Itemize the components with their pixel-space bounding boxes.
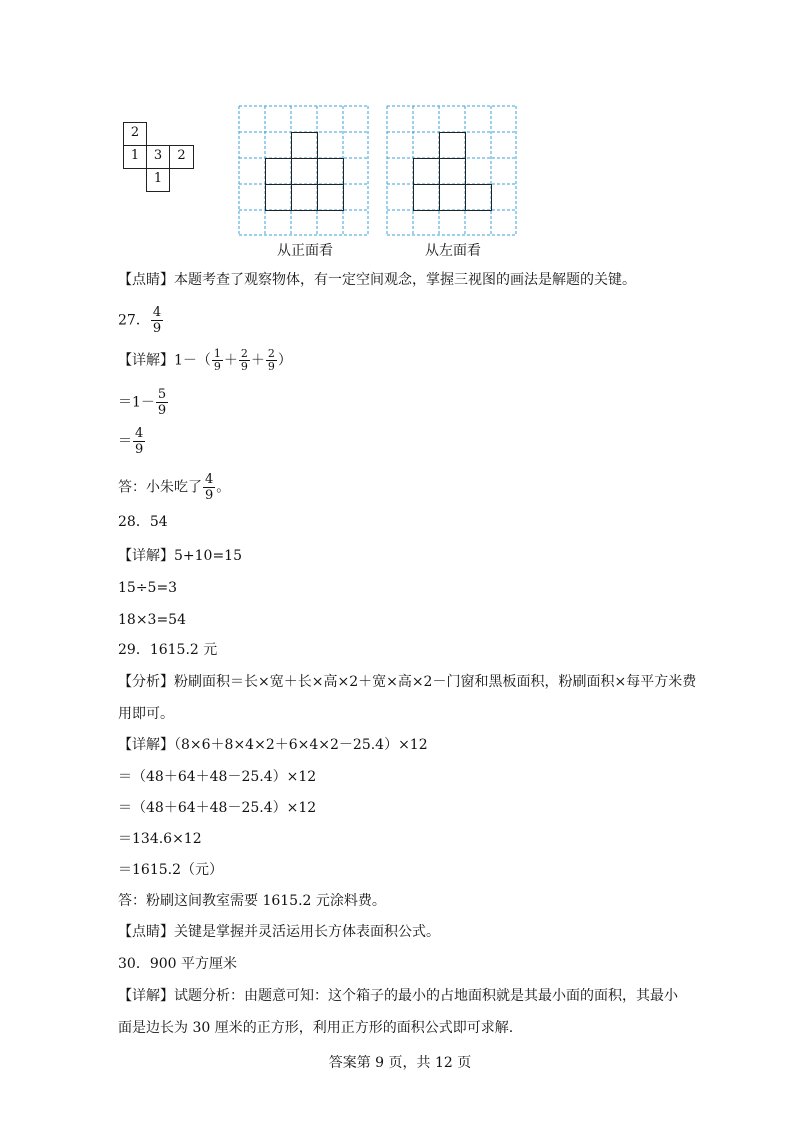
q27-detail-step3: ＝ $\frac{4}{9}$ [118, 426, 144, 457]
detail-tag: 【详解】 [118, 737, 174, 753]
fraction: $\frac{4}{9}$ [135, 426, 144, 457]
tip-tag: 【点睛】 [118, 272, 174, 288]
left-view-label: 从左面看 [425, 243, 481, 259]
q27-conclusion: 答：小朱吃了 $\frac{4}{9}$ 。 [118, 472, 231, 503]
net-cell: 1 [146, 168, 170, 192]
q27-detail-step1: 【详解】1－（ $\frac{1}{9}$ ＋ $\frac{2}{9}$ ＋ $\frac{2}{9}$ ） [118, 347, 292, 373]
net-cell: 2 [169, 145, 194, 169]
q29-step: ＝134.6×12 [118, 831, 202, 847]
q29-detail: 【详解】（8×6＋8×4×2＋6×4×2－25.4）×12 [118, 737, 428, 753]
q27-answer [118, 305, 164, 339]
q28-answer: 28．54 [118, 514, 168, 530]
fraction: $\frac{5}{9}$ [157, 387, 167, 418]
analysis-tag: 【分析】 [118, 674, 174, 690]
view-square [439, 184, 466, 211]
front-view-label: 从正面看 [277, 243, 333, 259]
view-square [291, 184, 318, 211]
view-square [413, 184, 440, 211]
view-square [317, 158, 344, 185]
q29-step: ＝（48＋64＋48－25.4）×12 [118, 769, 317, 785]
net-cell: 3 [146, 145, 170, 169]
view-square [291, 158, 318, 185]
view-square [265, 158, 292, 185]
view-square [413, 158, 440, 185]
q29-answer: 29．1615.2 元 [118, 642, 218, 658]
net-cell: 1 [123, 145, 147, 169]
view-square [291, 132, 318, 159]
q26-tip [118, 270, 636, 290]
view-square [317, 184, 344, 211]
q29-analysis-cont: 用即可。 [118, 706, 174, 722]
q28-detail: 【详解】5+10=15 [118, 548, 242, 564]
view-square [265, 184, 292, 211]
q29-step: ＝（48＋64＋48－25.4）×12 [118, 800, 317, 816]
view-square [439, 132, 466, 159]
front-view-diagram [238, 105, 369, 236]
tip-text: 本题考查了观察物体，有一定空间观念，掌握三视图的画法是解题的关键。 [174, 272, 636, 288]
q30-detail-cont: 面是边长为 30 厘米的正方形，利用正方形的面积公式即可求解. [118, 1020, 514, 1036]
q29-tip: 【点睛】关键是掌握并灵活运用长方体表面积公式。 [118, 924, 440, 940]
question-number: 27． [118, 312, 150, 329]
q29-step: ＝1615.2（元） [118, 862, 223, 878]
fraction: $\frac{4}{9}$ [205, 472, 214, 503]
fraction: $\frac{2}{9}$ [240, 347, 248, 373]
view-square [439, 158, 466, 185]
q30-answer: 30．900 平方厘米 [118, 956, 237, 972]
q28-step: 15÷5=3 [118, 580, 178, 596]
fraction: $\frac{2}{9}$ [267, 347, 275, 373]
left-view-diagram [386, 105, 517, 236]
net-cell: 2 [123, 122, 147, 146]
answer-fraction: $\frac{4}{9}$ [152, 305, 162, 336]
detail-tag: 【详解】 [118, 548, 174, 564]
q30-detail: 【详解】试题分析：由题意可知：这个箱子的最小的占地面积就是其最小面的面积，其最小 [118, 988, 678, 1004]
tip-tag: 【点睛】 [118, 924, 174, 940]
q29-analysis: 【分析】粉刷面积＝长×宽＋长×高×2＋宽×高×2－门窗和黑板面积，粉刷面积×每平方米费 [118, 674, 697, 690]
q28-step: 18×3=54 [118, 612, 186, 628]
q27-detail-step2: ＝1－ $\frac{5}{9}$ [118, 387, 167, 418]
detail-tag: 【详解】 [118, 352, 174, 369]
q29-conclusion: 答：粉刷这间教室需要 1615.2 元涂料费。 [118, 893, 386, 909]
detail-tag: 【详解】 [118, 988, 174, 1004]
view-square [465, 184, 492, 211]
fraction: $\frac{1}{9}$ [213, 347, 221, 373]
page-footer: 答案第 9 页，共 12 页 [328, 1055, 472, 1071]
